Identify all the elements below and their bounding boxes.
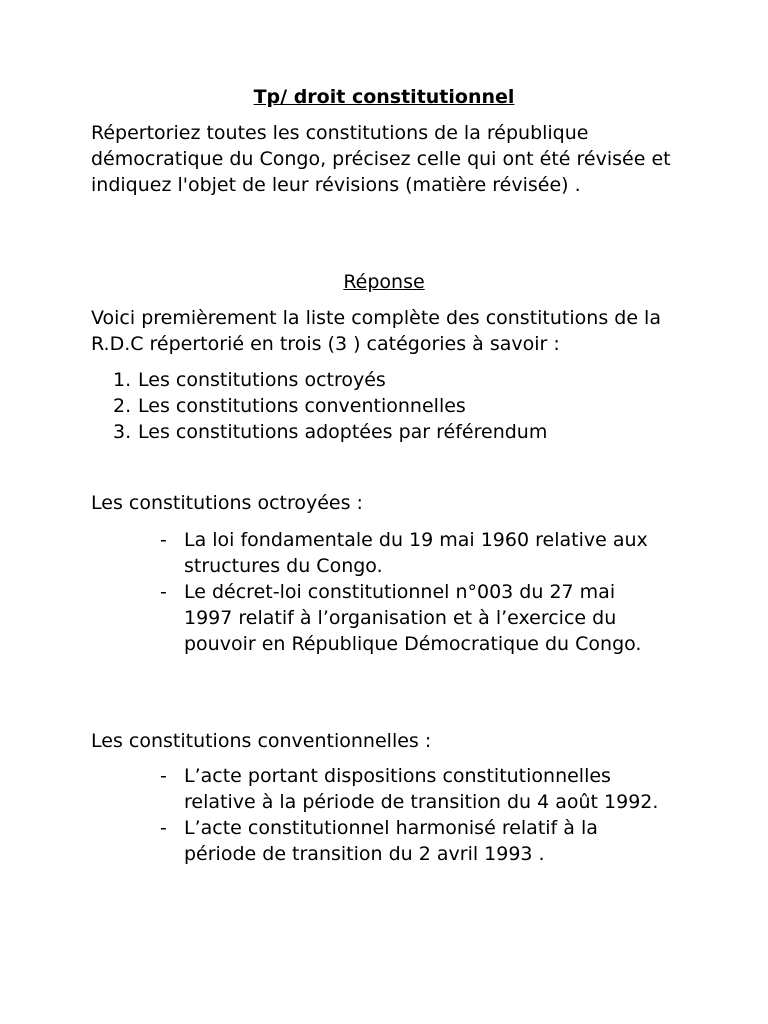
list-item xyxy=(0,419,768,445)
list-item-text: Les constitutions conventionnelles xyxy=(138,395,466,417)
list-item-text: La loi fondamentale du 19 mai 1960 relative aux structures du Congo. xyxy=(184,529,648,577)
intro-paragraph: Voici premièrement la liste complète des constitutions de la R.D.C répertorié en trois (3 ) catégories à savoir : xyxy=(91,307,661,355)
list-item xyxy=(0,527,768,579)
octroyees-list xyxy=(0,527,768,657)
document-title: Tp/ droit constitutionnel xyxy=(253,86,515,108)
section-heading-octroyees: Les constitutions octroyées : xyxy=(91,492,363,514)
list-number: 1. xyxy=(113,369,132,391)
categories-list xyxy=(0,367,768,445)
list-item xyxy=(0,763,768,815)
list-item xyxy=(0,393,768,419)
list-item xyxy=(0,579,768,657)
list-item xyxy=(0,815,768,867)
conventionnelles-list xyxy=(0,763,768,867)
list-number: 2. xyxy=(113,395,132,417)
list-number: 3. xyxy=(113,421,132,443)
list-item-text: L’acte constitutionnel harmonisé relatif à la période de transition du 2 avril 1993 . xyxy=(184,817,598,865)
dash-bullet: - xyxy=(160,529,167,551)
list-item-text: Les constitutions adoptées par référendum xyxy=(138,421,548,443)
dash-bullet: - xyxy=(160,581,167,603)
question-paragraph: Répertoriez toutes les constitutions de la république démocratique du Congo, précisez celle qui ont été révisée et indiquez l'objet de leur révisions (matière révisée) . xyxy=(91,122,671,196)
reponse-heading: Réponse xyxy=(343,271,425,293)
list-item-text: Le décret-loi constitutionnel n°003 du 27 mai 1997 relatif à l’organisation et à l’exercice du pouvoir en République Démocratique du Congo. xyxy=(184,581,642,655)
list-item xyxy=(0,367,768,393)
dash-bullet: - xyxy=(160,817,167,839)
section-heading-conventionnelles: Les constitutions conventionnelles : xyxy=(91,730,432,752)
dash-bullet: - xyxy=(160,765,167,787)
list-item-text: Les constitutions octroyés xyxy=(138,369,386,391)
list-item-text: L’acte portant dispositions constitutionnelles relative à la période de transition du 4 août 1992. xyxy=(184,765,659,813)
